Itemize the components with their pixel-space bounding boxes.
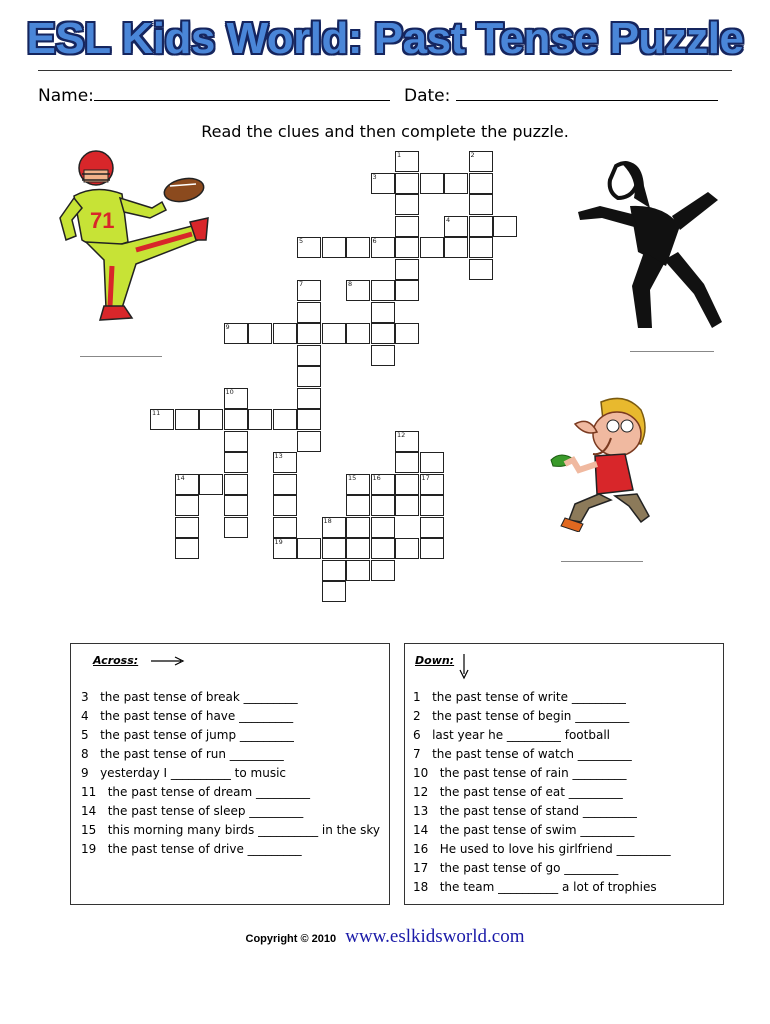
page-title: ESL Kids World: Past Tense Puzzle [26,14,744,63]
crossword-cell[interactable] [371,560,395,581]
crossword-cell[interactable] [273,495,297,516]
clue-number: 6 [372,237,377,245]
crossword-cell[interactable] [469,259,493,280]
crossword-cell[interactable] [297,366,321,387]
clue-number: 1 [397,151,402,159]
crossword-cell[interactable] [297,280,321,301]
crossword-cell[interactable] [224,388,248,409]
crossword-cell[interactable] [420,517,444,538]
crossword-cell[interactable] [297,345,321,366]
clue-number: 16 [372,473,381,482]
crossword-cell[interactable] [297,409,321,430]
crossword-cell[interactable] [346,495,370,516]
clue-number: 2 [470,151,475,159]
down-clue: 2 the past tense of begin _________ [413,709,630,723]
crossword-cell[interactable] [371,474,395,495]
crossword-cell[interactable] [224,409,248,430]
copyright-text: Copyright © 2010 [245,933,337,945]
picture-answer-line-2[interactable] [630,351,714,352]
date-field[interactable] [404,86,718,106]
crossword-cell[interactable] [371,280,395,301]
crossword-cell[interactable] [346,560,370,581]
crossword-cell[interactable] [371,345,395,366]
crossword-cell[interactable] [395,173,419,194]
crossword-cell[interactable] [346,517,370,538]
running-woman-icon [572,156,722,332]
picture-answer-line-3[interactable] [561,561,643,562]
picture-answer-line-1[interactable] [80,356,162,357]
crossword-cell[interactable] [395,259,419,280]
svg-text:71: 71 [90,208,115,233]
clue-number: 17 [421,473,430,482]
crossword-cell[interactable] [297,302,321,323]
crossword-cell[interactable] [322,517,346,538]
crossword-cell[interactable] [469,216,493,237]
clue-number: 18 [323,516,332,525]
crossword-cell[interactable] [199,409,223,430]
crossword-cell[interactable] [224,452,248,473]
crossword-cell[interactable] [322,323,346,344]
footer [0,926,770,948]
down-clue: 6 last year he _________ football [413,728,610,742]
crossword-cell[interactable] [395,151,419,172]
across-clue: 19 the past tense of drive _________ [81,842,302,856]
across-clue: 3 the past tense of break _________ [81,690,298,704]
name-field[interactable] [38,86,390,106]
crossword-cell[interactable] [175,517,199,538]
down-clue: 18 the team __________ a lot of trophies [413,880,657,894]
down-clue: 13 the past tense of stand _________ [413,804,637,818]
crossword-cell[interactable] [371,538,395,559]
crossword-cell[interactable] [224,474,248,495]
date-blank[interactable] [456,86,718,101]
clue-number: 7 [299,280,304,288]
crossword-cell[interactable] [420,173,444,194]
crossword-cell[interactable] [248,323,272,344]
crossword-cell[interactable] [469,194,493,215]
crossword-cell[interactable] [371,237,395,258]
crossword-cell[interactable] [469,237,493,258]
crossword-cell[interactable] [346,474,370,495]
crossword-cell[interactable] [444,216,468,237]
across-clue: 5 the past tense of jump _________ [81,728,294,742]
crossword-cell[interactable] [199,474,223,495]
crossword-cell[interactable] [273,409,297,430]
clue-number: 3 [372,172,377,181]
crossword-cell[interactable] [395,495,419,516]
across-clue: 9 yesterday I __________ to music [81,766,287,780]
crossword-cell[interactable] [395,237,419,258]
clue-number: 10 [225,387,234,396]
clue-number: 13 [274,452,283,460]
down-clue: 10 the past tense of rain _________ [413,766,627,780]
title-divider [38,70,732,71]
crossword-cell[interactable] [420,474,444,495]
crossword-cell[interactable] [420,495,444,516]
across-clues-box [70,643,390,905]
crossword-cell[interactable] [420,538,444,559]
crossword-cell[interactable] [297,431,321,452]
down-clue-list [413,688,721,897]
crossword-cell[interactable] [395,194,419,215]
date-label: Date: [404,86,451,106]
crossword-cell[interactable] [395,538,419,559]
across-label: Across: [93,654,139,667]
crossword-cell[interactable] [444,237,468,258]
website-link[interactable]: www.eslkidsworld.com [345,926,525,947]
clue-number: 14 [176,473,185,482]
crossword-cell[interactable] [297,237,321,258]
down-label: Down: [415,654,455,667]
crossword-cell[interactable] [273,538,297,559]
crossword-cell[interactable] [175,409,199,430]
crossword-cell[interactable] [322,538,346,559]
across-clue: 8 the past tense of run _________ [81,747,284,761]
crossword-cell[interactable] [175,495,199,516]
crossword-cell[interactable] [322,237,346,258]
football-player-icon [52,148,212,328]
crossword-cell[interactable] [346,538,370,559]
clue-number: 5 [299,237,304,245]
crossword-cell[interactable] [224,431,248,452]
crossword-cell[interactable] [297,388,321,409]
clue-number: 19 [274,538,283,546]
down-clue: 16 He used to love his girlfriend _________ [413,842,671,856]
crossword-cell[interactable] [371,173,395,194]
crossword-cell[interactable] [469,151,493,172]
crossword-cell[interactable] [469,173,493,194]
arrow-down-icon [459,654,469,680]
crossword-cell[interactable] [346,323,370,344]
crossword-cell[interactable] [175,474,199,495]
name-blank[interactable] [94,86,390,101]
crossword-cell[interactable] [248,409,272,430]
crossword-cell[interactable] [395,280,419,301]
crossword-cell[interactable] [420,452,444,473]
crossword-cell[interactable] [175,538,199,559]
crossword-cell[interactable] [273,517,297,538]
crossword-cell[interactable] [371,517,395,538]
crossword-cell[interactable] [395,474,419,495]
across-clue: 14 the past tense of sleep _________ [81,804,304,818]
instructions: Read the clues and then complete the puzzle. [201,122,569,141]
clue-number: 4 [446,215,451,224]
crossword-cell[interactable] [444,173,468,194]
name-label: Name: [38,86,94,106]
crossword-cell[interactable] [395,323,419,344]
crossword-cell[interactable] [224,323,248,344]
crossword-cell[interactable] [273,323,297,344]
crossword-cell[interactable] [395,216,419,237]
crossword-cell[interactable] [322,560,346,581]
crossword-cell[interactable] [493,216,517,237]
crossword-cell[interactable] [150,409,174,430]
down-clues-box [404,643,724,905]
crossword-cell[interactable] [273,452,297,473]
down-clue: 7 the past tense of watch _________ [413,747,632,761]
boy-eating-icon [545,394,655,532]
crossword-cell[interactable] [346,237,370,258]
clue-number: 8 [348,280,353,288]
down-clue: 12 the past tense of eat _________ [413,785,623,799]
crossword-cell[interactable] [420,237,444,258]
crossword-cell[interactable] [346,280,370,301]
crossword-cell[interactable] [371,495,395,516]
arrow-right-icon [151,656,187,666]
crossword-cell[interactable] [297,538,321,559]
crossword-cell[interactable] [371,323,395,344]
crossword-cell[interactable] [297,323,321,344]
crossword-cell[interactable] [322,581,346,602]
crossword-cell[interactable] [395,452,419,473]
clue-number: 11 [152,409,161,417]
clue-number: 12 [397,430,406,439]
across-clue: 15 this morning many birds __________ in the sky [81,823,381,837]
crossword-cell[interactable] [371,302,395,323]
down-clue: 1 the past tense of write _________ [413,690,626,704]
down-clue: 17 the past tense of go _________ [413,861,619,875]
crossword-cell[interactable] [395,431,419,452]
crossword-cell[interactable] [273,474,297,495]
crossword-cell[interactable] [224,517,248,538]
across-clue: 11 the past tense of dream _________ [81,785,311,799]
down-clue: 14 the past tense of swim _________ [413,823,635,837]
crossword-cell[interactable] [224,495,248,516]
across-clue: 4 the past tense of have _________ [81,709,294,723]
across-clue-list [81,688,381,859]
clue-number: 15 [348,473,357,482]
clue-number: 9 [225,323,230,331]
